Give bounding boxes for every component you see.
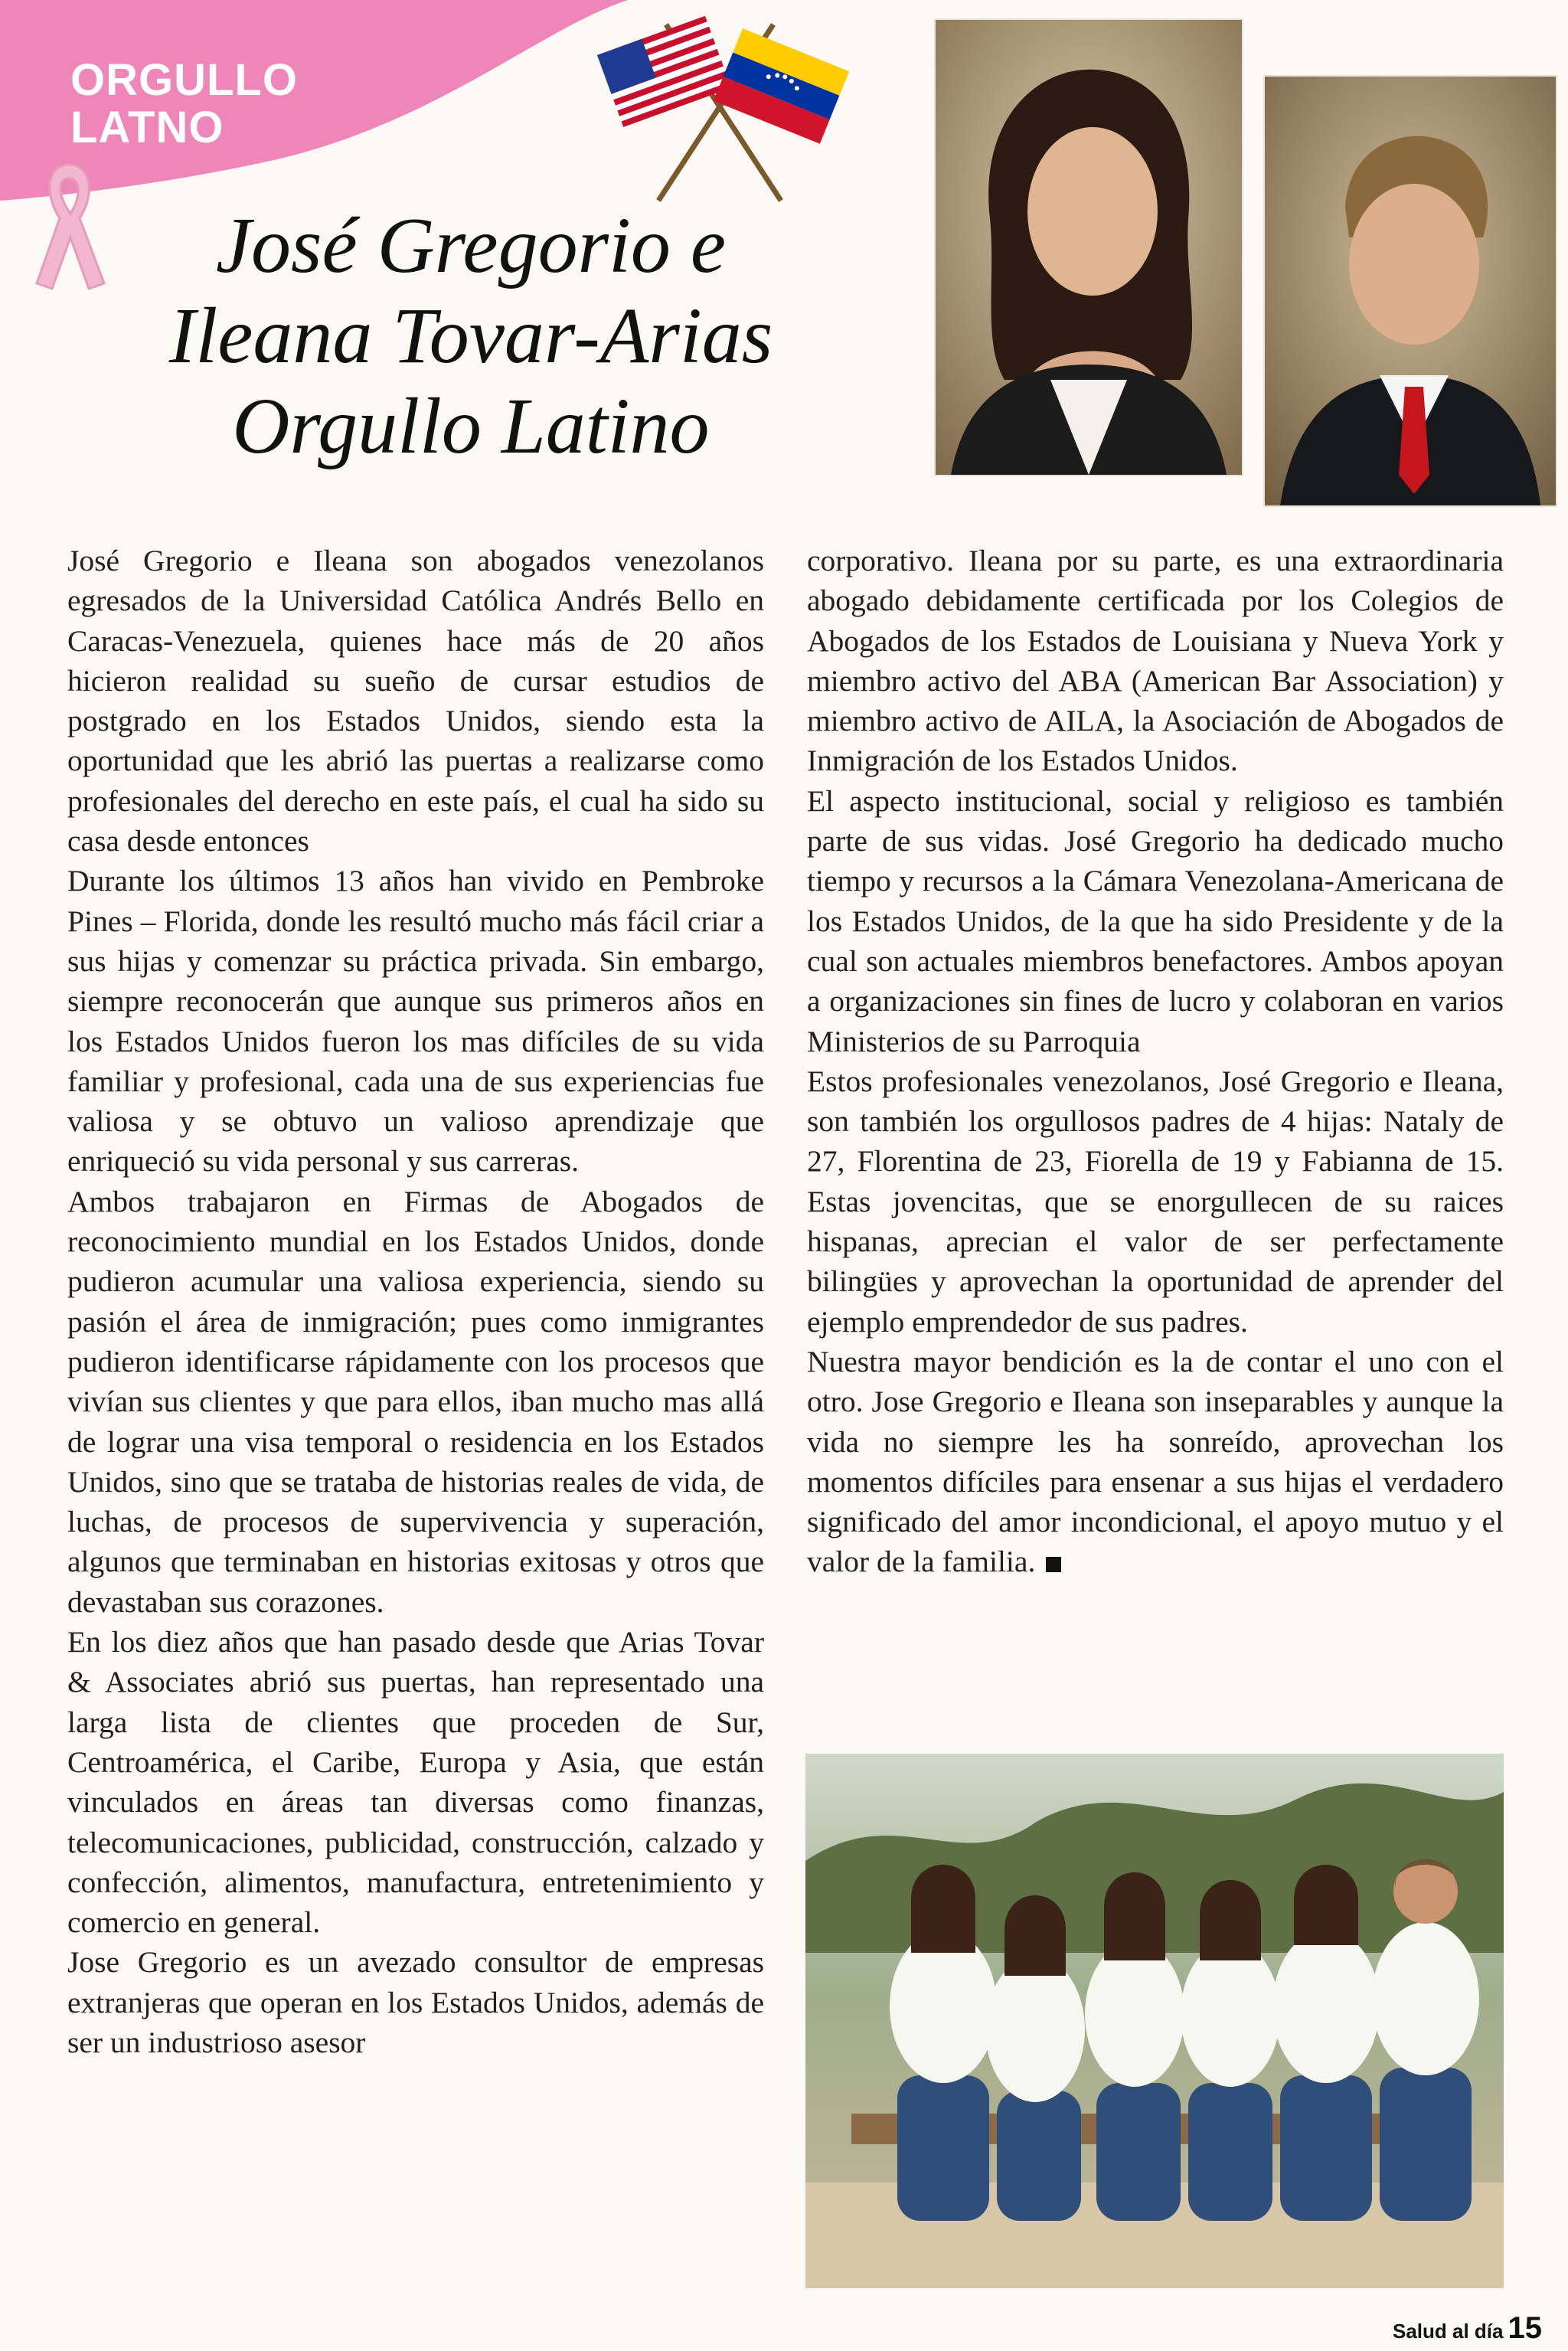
article-paragraph: José Gregorio e Ileana son abogados venezolanos egresados de la Universidad Católica Andrés Bello en Caracas-Venezuela, quienes hace más de 20 años hicieron realidad su sueño de cursar estudios de postgrado en los Estados Unidos, siendo esta la oportunidad que les abrió las puertas a realizarse como profesionales del derecho en este país, el cual ha sido su casa desde entonces bbox=[67, 544, 764, 858]
magazine-name: Salud al día bbox=[1393, 2320, 1504, 2343]
article-column-left bbox=[67, 541, 764, 2062]
portrait-ileana-photo bbox=[936, 20, 1242, 475]
page-number: 15 bbox=[1508, 2311, 1542, 2345]
article-paragraph: El aspecto institucional, social y religioso es también parte de sus vidas. José Gregorio ha dedicado mucho tiempo y recursos a la Cámara Venezolana-Americana de los Estados Unidos, de la que ha sido Presidente y de la cual son actuales miembros benefactores. Ambos apoyan a organizaciones sin fines de lucro y colaboran en varios Ministerios de su Parroquia bbox=[807, 783, 1504, 1058]
portrait-jose-photo bbox=[1265, 77, 1556, 505]
section-label: ORGULLO LATNO bbox=[70, 55, 298, 152]
article-paragraph: Ambos trabajaron en Firmas de Abogados de reconocimiento mundial en los Estados Unidos, donde pudieron acumular una valiosa experiencia, siendo su pasión el área de inmigración; pues como inmigrantes pudieron identificarse rápidamente con los procesos que vivían sus clientes y que para ellos, iban mucho mas allá de lograr una visa temporal o residencia en los Estados Unidos, sino que se trataba de historias reales de vida, de luchas, de procesos de supervivencia y superación, algunos que terminaban en historias exitosas y otros que devastaban sus corazones. bbox=[67, 1184, 764, 1619]
article-paragraph: Estos profesionales venezolanos, José Gregorio e Ileana, son también los orgullosos padres de 4 hijas: Nataly de 27, Florentina de 23, Fiorella de 19 y Fabianna de 15. Estas jovencitas, que se enorgullecen de su raices hispanas, aprecian el valor de ser perfectamente bilingües y aprovechan la oportunidad de aprender del ejemplo emprendedor de sus padres. bbox=[807, 1064, 1504, 1339]
article-column-right bbox=[807, 541, 1504, 1582]
page-footer bbox=[1393, 2311, 1542, 2346]
article-paragraph: corporativo. Ileana por su parte, es una extraordinaria abogado debidamente certificada por los Colegios de Abogados de los Estados de Louisiana y Nueva York y miembro activo del ABA (American Bar Association) y miembro activo de AILA, la Asociación de Abogados de Inmigración de los Estados Unidos. bbox=[807, 544, 1504, 778]
article-title: José Gregorio e Ileana Tovar-Arias Orgullo Latino bbox=[168, 201, 773, 470]
article-closing-paragraph bbox=[807, 1342, 1504, 1582]
family-photo bbox=[805, 1754, 1504, 2288]
article-paragraph: Jose Gregorio es un avezado consultor de empresas extranjeras que operan en los Estados Unidos, además de ser un industrioso asesor bbox=[67, 1945, 764, 2059]
end-of-article-icon bbox=[1046, 1557, 1061, 1572]
crossed-flags-icon bbox=[567, 9, 873, 216]
article-paragraph: Durante los últimos 13 años han vivido en Pembroke Pines – Florida, donde les resultó mucho más fácil criar a sus hijas y comenzar su práctica privada. Sin embargo, siempre reconocerán que aunque sus primeros años en los Estados Unidos fueron los mas difíciles de su vida familiar y profesional, cada una de sus experiencias fue valiosa y se obtuvo un valioso aprendizaje que enriqueció su vida personal y sus carreras. bbox=[67, 864, 764, 1179]
closing-text: Nuestra mayor bendición es la de contar el uno con el otro. Jose Gregorio e Ileana son inseparables y aunque la vida no siempre les ha sonreído, aprovechan los momentos difíciles para ensenar a sus hijas el verdadero significado del amor incondicional, el apoyo mutuo y el valor de la familia. bbox=[807, 1344, 1504, 1579]
article-paragraph: En los diez años que han pasado desde que Arias Tovar & Associates abrió sus puertas, han representado una larga lista de clientes que proceden de Sur, Centroamérica, el Caribe, Europa y Asia, que están vinculados en áreas tan diversas como finanzas, telecomunicaciones, publicidad, construcción, calzado y confección, alimentos, manufactura, entretenimiento y comercio en general. bbox=[67, 1625, 764, 1940]
pink-ribbon-icon bbox=[23, 157, 115, 295]
